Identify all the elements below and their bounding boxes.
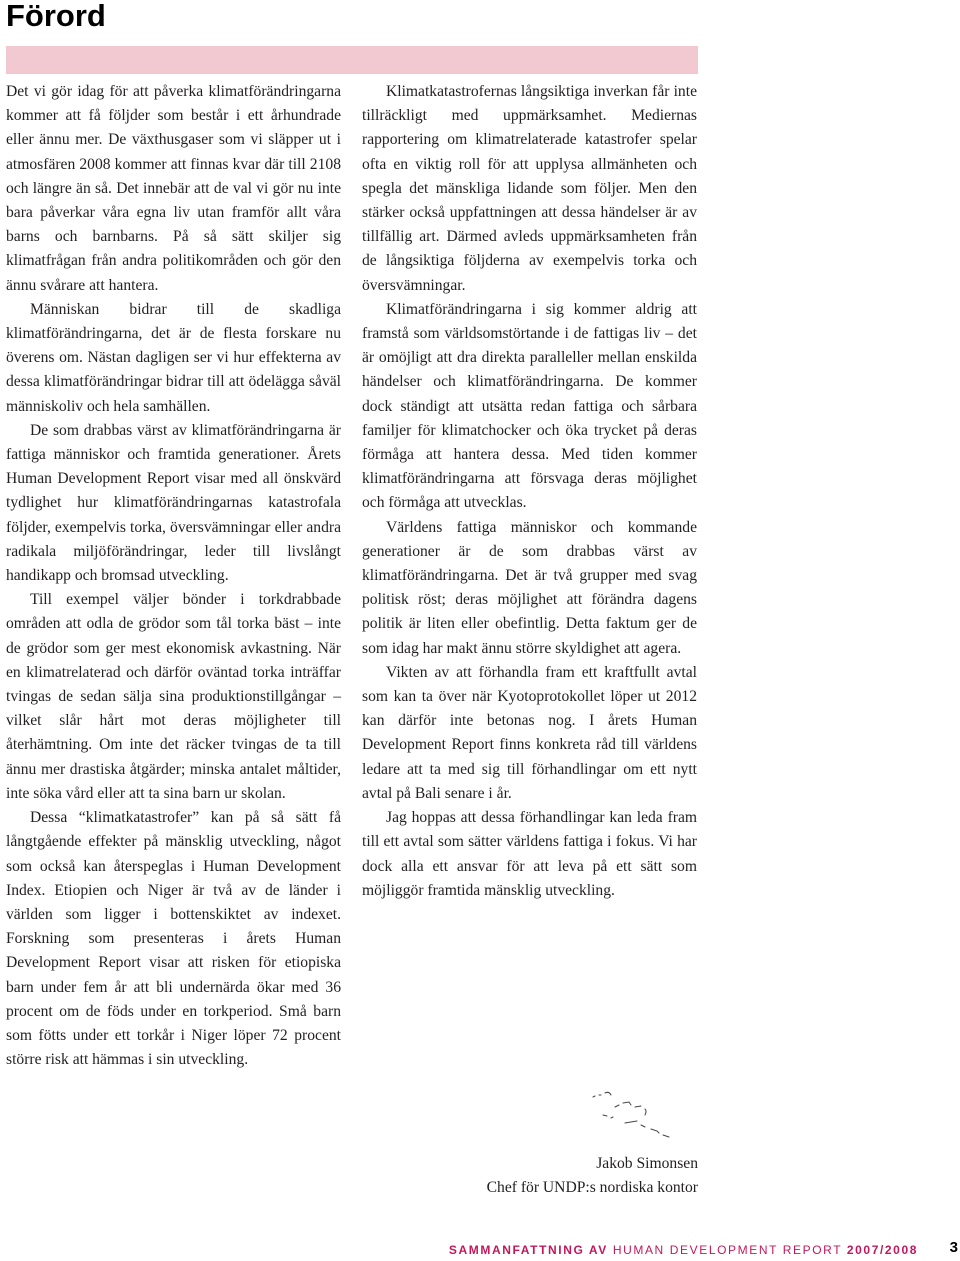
signer-role: Chef för UNDP:s nordiska kontor	[486, 1179, 698, 1197]
left-column	[6, 80, 341, 1072]
footer-year: 2007/2008	[846, 1243, 918, 1257]
paragraph: Dessa “klimatkatastrofer” kan på så sätt få långtgående effekter på mänsklig utveckling, något som också kan återspeglas i Human Development Index. Etiopien och Niger är två av de länder i världen som ligger i bottenskiktet av indexet. Forskning som presenteras i årets Human Development Report visar att risken för etiopiska barn under fem år att bli undernärda ökar med 36 procent om de föds under en torkperiod. Små barn som fötts under ett torkår i Niger löper 72 procent större risk att hämmas i sin utveckling.	[6, 809, 341, 1069]
signer-name: Jakob Simonsen	[596, 1155, 698, 1172]
paragraph: Det vi gör idag för att påverka klimatförändringarna kommer att få följder som består i ett århundrade eller ännu mer. De växthusgaser som vi släpper ut i atmosfären 2008 kommer att finnas kvar där till 2108 och längre än så. Det innebär att de val vi gör nu inte bara påverkar våra egna liv utan framför allt våra barns och barnbarns. På så sätt skiljer sig klimatfrågan från andra politikområden och gör den ännu svårare att hantera.	[6, 83, 341, 294]
footer-series-label: SAMMANFATTNING AV	[448, 1243, 608, 1257]
paragraph: Världens fattiga människor och kommande generationer är de som drabbas värst av klimatförändringarna. Det är två grupper med svag politisk röst; deras möjlighet att förändra dagens politik är liten eller obefintlig. Detta faktum ger de som idag har makt ännu större skyldighet att agera.	[362, 518, 697, 657]
footer-report-title: HUMAN DEVELOPMENT REPORT	[612, 1243, 842, 1257]
paragraph: De som drabbas värst av klimatförändringarna är fattiga människor och framtida generationer. Årets Human Development Report visar med all önskvärd tydlighet hur klimatförändringarnas katastrofala följder, exempelvis torka, översvämningar eller andra radikala miljöförändringar, leder till livslångt handikapp och bromsad utveckling.	[6, 421, 341, 585]
paragraph: Klimatkatastrofernas långsiktiga inverkan får inte tillräckligt med uppmärksamhet. Mediernas rapportering om klimatrelaterade katastrofer spelar ofta en viktig roll för att upplysa allmänheten och spegla det mänskliga lidande som följer. Men den stärker också uppfattningen att dessa händelser är av tillfällig art. Därmed avleds uppmärksamheten från de långsiktiga följderna av exempelvis torka och översvämningar.	[362, 83, 697, 294]
page-footer	[449, 1243, 918, 1257]
paragraph: Till exempel väljer bönder i torkdrabbade områden att odla de grödor som tål torka bäst – inte de grödor som ger mest ekonomisk avkastning. När en klimatrelaterad och därför oväntad torka inträffar tvingas de sedan sälja sina produktionstillgångar – vilket slår hårt mot deras möjligheter till återhämtning. Om inte det räcker tvingas de ta till ännu mer drastiska åtgärder; minska antalet måltider, inte söka vård eller att ta sina barn ur skolan.	[6, 591, 341, 802]
right-column	[362, 80, 697, 903]
page-number: 3	[949, 1239, 958, 1256]
page-title: Förord	[6, 0, 106, 33]
handwritten-signature	[585, 1085, 685, 1145]
paragraph: Jag hoppas att dessa förhandlingar kan leda fram till ett avtal som sätter världens fattiga i fokus. Vi har dock alla ett ansvar för att leva på ett sätt som möjliggör framtida mänsklig utveckling.	[362, 809, 697, 899]
paragraph: Klimatförändringarna i sig kommer aldrig att framstå som världsomstörtande i de fattigas liv – det är omöjligt att dra direkta paralleller mellan enskilda händelser och klimatförändringarna. De kommer dock ständigt att utsätta redan fattiga och sårbara familjer för klimatchocker och öka trycket på deras förmåga att hantera dessa. Med tiden kommer klimatförändringarna att försvaga deras möjlighet och förmåga att utvecklas.	[362, 300, 697, 512]
paragraph: Vikten av att förhandla fram ett kraftfullt avtal som kan ta över när Kyotoprotokollet löper ut 2012 kan därför inte betonas nog. I årets Human Development Report finns konkreta råd till världens ledare att ta med sig till förhandlingar om ett nytt avtal på Bali senare i år.	[362, 663, 697, 802]
signature-block	[378, 1152, 698, 1200]
paragraph: Människan bidrar till de skadliga klimatförändringarna, det är de flesta forskare nu överens om. Nästan dagligen ser vi hur effekterna av dessa klimatförändringar bidrar till att ödelägga såväl människoliv och hela samhällen.	[6, 300, 341, 415]
header-band	[6, 46, 698, 74]
